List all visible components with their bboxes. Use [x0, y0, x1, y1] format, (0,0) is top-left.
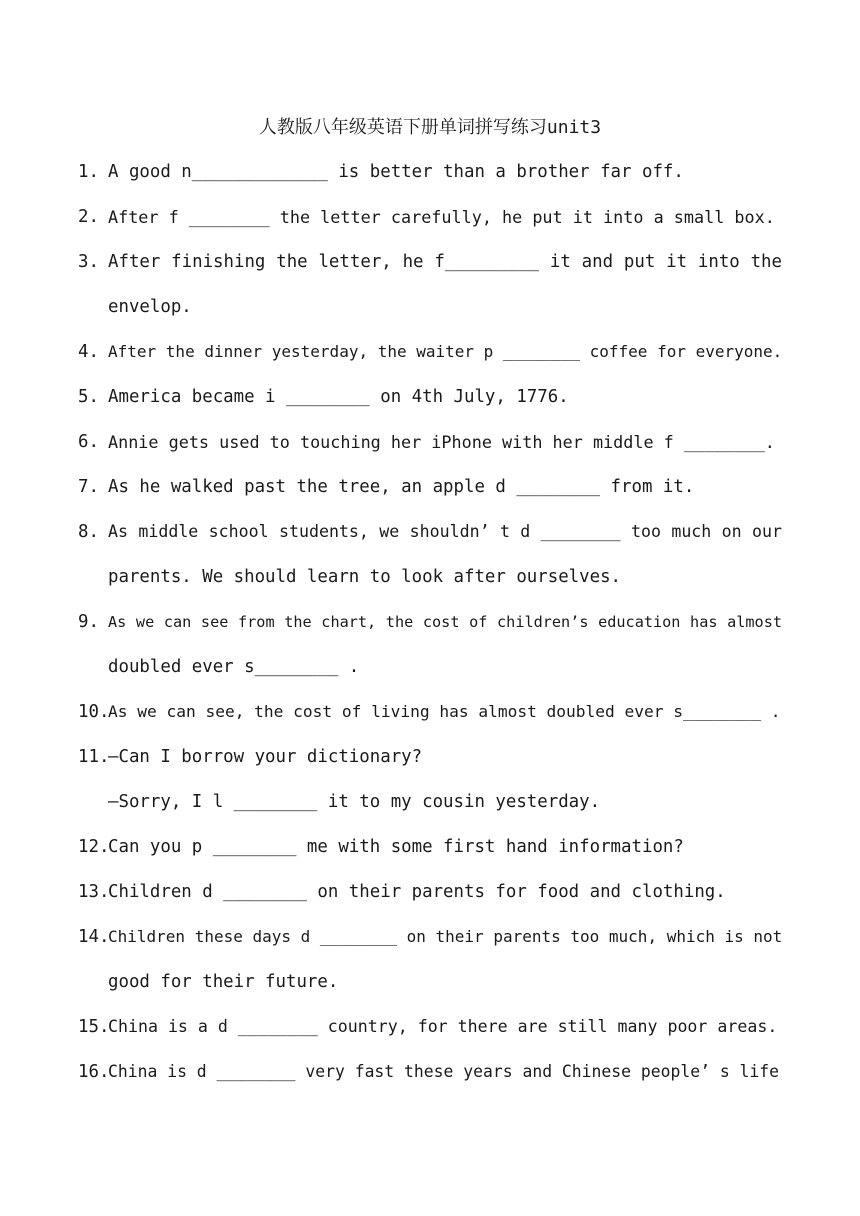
question-number: 15. [78, 1017, 110, 1037]
question-list [78, 157, 782, 1102]
question-text: good for their future. [108, 972, 339, 992]
question-continuation-line [78, 787, 782, 832]
question-item [78, 202, 782, 247]
question-line [78, 607, 782, 652]
question-number: 2. [78, 207, 99, 227]
question-text: As we can see from the chart, the cost of children’s education has almost [108, 613, 782, 631]
question-line [78, 1012, 782, 1057]
question-line [78, 922, 782, 967]
question-item [78, 742, 782, 832]
question-number: 5. [78, 387, 99, 407]
question-number: 14. [78, 927, 110, 947]
question-number: 11. [78, 747, 110, 767]
question-text: Annie gets used to touching her iPhone with her middle f ________. [108, 432, 775, 452]
question-text: As we can see, the cost of living has almost doubled ever s________ . [108, 702, 781, 721]
question-item [78, 382, 782, 427]
question-text: After finishing the letter, he f_________ it and put it into the [108, 252, 782, 272]
question-line [78, 337, 782, 382]
question-item [78, 337, 782, 382]
question-continuation-line [78, 652, 782, 697]
question-number: 3. [78, 252, 99, 272]
question-text: After f ________ the letter carefully, he put it into a small box. [108, 207, 775, 227]
question-item [78, 697, 782, 742]
question-number: 1. [78, 162, 99, 182]
question-continuation-line [78, 967, 782, 1012]
question-line [78, 517, 782, 562]
question-line [78, 1057, 782, 1102]
question-text: A good n_____________ is better than a brother far off. [108, 162, 684, 182]
question-text: China is a d ________ country, for there are still many poor areas. [108, 1017, 778, 1036]
question-item [78, 517, 782, 607]
page-title: 人教版八年级英语下册单词拼写练习unit3 [258, 117, 602, 138]
question-number: 10. [78, 702, 110, 722]
question-text: Children these days d ________ on their parents too much, which is not [108, 927, 782, 946]
question-number: 4. [78, 342, 99, 362]
question-continuation-line [78, 292, 782, 337]
question-continuation-line [78, 562, 782, 607]
question-text: envelop. [108, 297, 192, 317]
question-item [78, 607, 782, 697]
question-text: As he walked past the tree, an apple d ________ from it. [108, 477, 695, 497]
question-text: Children d ________ on their parents for food and clothing. [108, 882, 726, 902]
question-line [78, 742, 782, 787]
question-item [78, 427, 782, 472]
question-text: As middle school students, we shouldn’ t d ________ too much on our [108, 522, 782, 541]
question-number: 12. [78, 837, 110, 857]
question-number: 8. [78, 522, 99, 542]
question-number: 9. [78, 612, 99, 632]
question-text: —Can I borrow your dictionary? [108, 747, 423, 767]
question-text: America became i ________ on 4th July, 1776. [108, 387, 569, 407]
question-line [78, 382, 782, 427]
question-line [78, 697, 782, 742]
question-item [78, 472, 782, 517]
question-text: After the dinner yesterday, the waiter p ________ coffee for everyone. [108, 342, 782, 361]
question-text: parents. We should learn to look after ourselves. [108, 567, 622, 587]
question-item [78, 1057, 782, 1102]
question-line [78, 472, 782, 517]
question-line [78, 832, 782, 877]
question-number: 16. [78, 1062, 110, 1082]
question-item [78, 922, 782, 1012]
question-text: —Sorry, I l ________ it to my cousin yesterday. [108, 792, 601, 812]
question-number: 7. [78, 477, 99, 497]
question-item [78, 247, 782, 337]
question-item [78, 1012, 782, 1057]
question-text: doubled ever s________ . [108, 657, 360, 677]
question-text: China is d ________ very fast these years and Chinese people’ s life [108, 1062, 780, 1081]
question-line [78, 202, 782, 247]
question-number: 13. [78, 882, 110, 902]
question-item [78, 832, 782, 877]
question-item [78, 157, 782, 202]
question-number: 6. [78, 432, 99, 452]
question-item [78, 877, 782, 922]
question-text: Can you p ________ me with some first hand information? [108, 837, 684, 857]
question-line [78, 427, 782, 472]
question-line [78, 247, 782, 292]
question-line [78, 877, 782, 922]
question-line [78, 157, 782, 202]
